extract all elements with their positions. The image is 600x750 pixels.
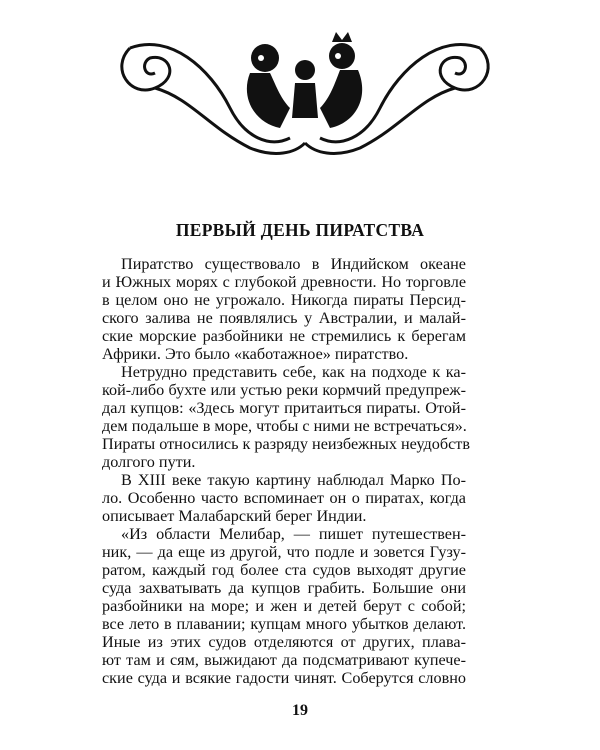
text-line: Африки. Это было «каботажное» пиратство. bbox=[102, 345, 409, 363]
text-line: ские морские разбойники не стремились к берегам bbox=[102, 327, 466, 345]
text-line: дал купцов: «Здесь могут притаиться пираты. Отой- bbox=[102, 399, 466, 417]
text-line: ют там и сям, выжидают да подсматривают купече- bbox=[102, 651, 466, 669]
text-line: ского залива не появлялись у Австралии, и малай- bbox=[102, 309, 466, 327]
chapter-title: ПЕРВЫЙ ДЕНЬ ПИРАТСТВА bbox=[175, 220, 425, 240]
text-line: «Из области Мелибар, — пишет путешествен- bbox=[121, 525, 466, 543]
text-line: и Южных морях с глубокой древности. Но торговле bbox=[102, 273, 466, 291]
text-line: все лето в плавании; купцам много убытков делают. bbox=[102, 615, 466, 633]
text-line: в целом оно не угрожало. Никогда пираты Персид- bbox=[102, 291, 466, 309]
body-text bbox=[102, 255, 470, 687]
text-line: ник, — да еще из другой, что подле и зовется Гузу- bbox=[102, 543, 466, 561]
text-line: ратом, каждый год более ста судов выходят другие bbox=[102, 561, 466, 579]
text-line: кой-либо бухте или устью реки кормчий предупреж- bbox=[102, 381, 466, 399]
text-line: В XIII веке такую картину наблюдал Марко По- bbox=[121, 471, 466, 489]
text-line: Пиратство существовало в Индийском океане bbox=[121, 255, 466, 273]
text-line: дем подальше в море, чтобы с ними не встречаться». bbox=[102, 417, 467, 435]
mermaid-scroll-ornament bbox=[110, 28, 500, 163]
text-line: описывает Малабарский берег Индии. bbox=[102, 507, 367, 525]
text-line: суда захватывать да купцов грабить. Большие они bbox=[102, 579, 466, 597]
text-line: Пираты относились к разряду неизбежных неудобств bbox=[102, 435, 470, 453]
text-line: разбойники на море; и жен и детей берут с собой; bbox=[102, 597, 466, 615]
text-line: ские суда и всякие гадости чинят. Соберутся словно bbox=[102, 669, 466, 687]
text-line: Нетрудно представить себе, как на подходе к ка- bbox=[121, 363, 466, 381]
text-line: Иные из этих судов отделяются от других, плава- bbox=[102, 633, 466, 651]
text-line: долгого пути. bbox=[102, 453, 196, 471]
page-number: 19 bbox=[292, 702, 308, 719]
text-line: ло. Особенно часто вспоминает он о пиратах, когда bbox=[102, 489, 466, 507]
